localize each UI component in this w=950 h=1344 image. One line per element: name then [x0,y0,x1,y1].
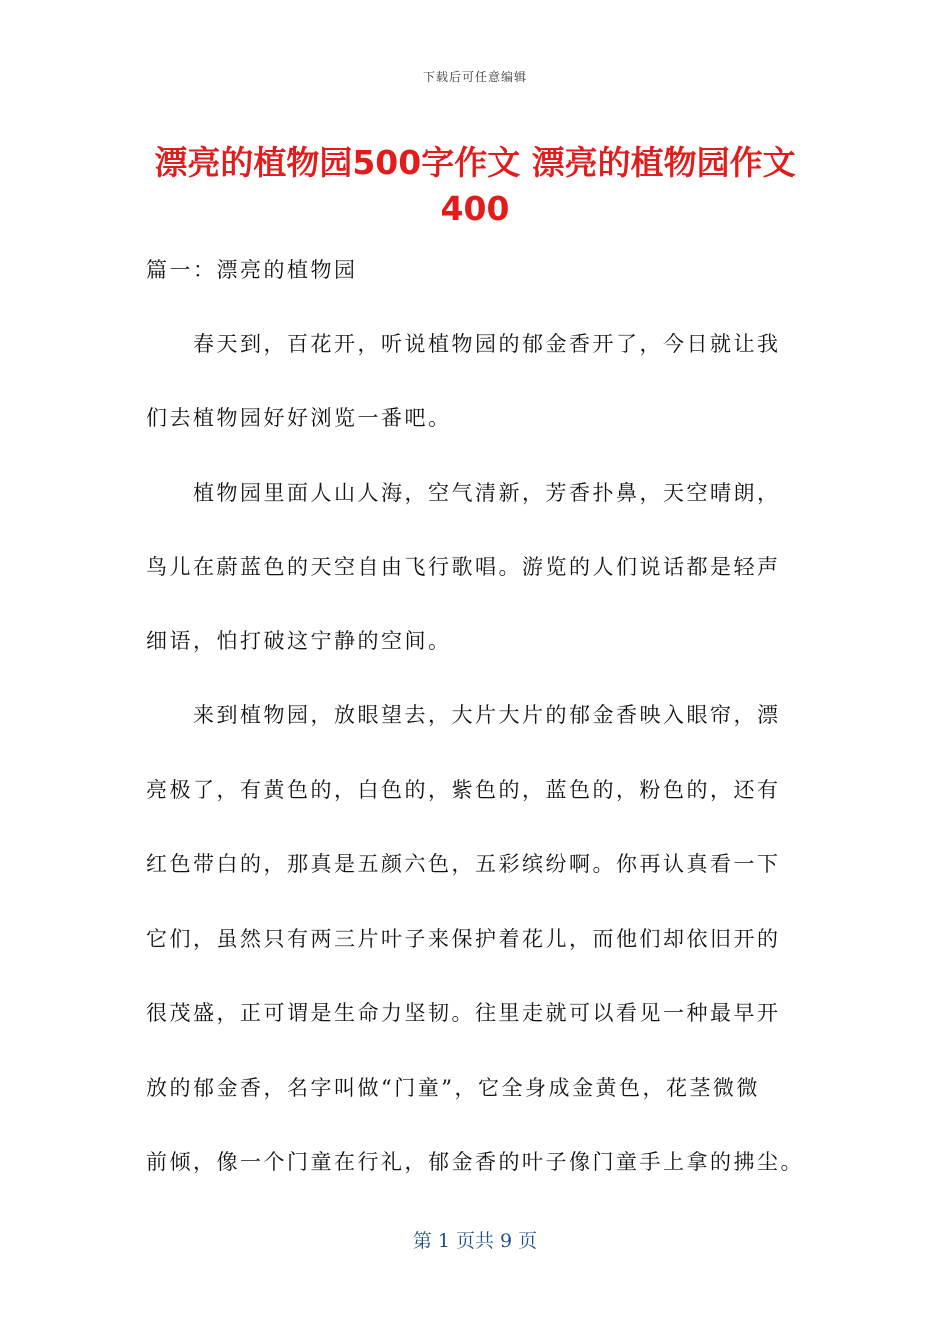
body-line-2: 们去植物园好好浏览一番吧。 [146,406,452,430]
page-number: 第 1 页共 9 页 [412,1230,538,1252]
body-line-10: 很茂盛，正可谓是生命力坚韧。往里走就可以看见一种最早开 [146,1001,781,1025]
document-title: 漂亮的植物园500字作文 漂亮的植物园作文400 [154,143,796,228]
body-line-7: 亮极了，有黄色的，白色的，紫色的，蓝色的，粉色的，还有 [146,778,781,802]
section-heading: 篇一：漂亮的植物园 [146,258,358,282]
body-line-4: 鸟儿在蔚蓝色的天空自由飞行歌唱。游览的人们说话都是轻声 [146,555,781,579]
body-line-5: 细语，怕打破这宁静的空间。 [146,629,452,653]
body-line-12: 前倾，像一个门童在行礼，郁金香的叶子像门童手上拿的拂尘。 [146,1150,804,1174]
body-line-1: 春天到，百花开，听说植物园的郁金香开了，今日就让我 [146,332,781,356]
body-line-6: 来到植物园，放眼望去，大片大片的郁金香映入眼帘，漂 [146,703,781,727]
body-line-3: 植物园里面人山人海，空气清新，芳香扑鼻，天空晴朗， [146,481,781,505]
header-note: 下载后可任意编辑 [422,70,527,84]
body-line-11: 放的郁金香，名字叫做“门童”，它全身成金黄色，花茎微微 [146,1076,760,1100]
body-line-8: 红色带白的，那真是五颜六色，五彩缤纷啊。你再认真看一下 [146,852,781,876]
body-line-9: 它们，虽然只有两三片叶子来保护着花儿，而他们却依旧开的 [146,927,781,951]
